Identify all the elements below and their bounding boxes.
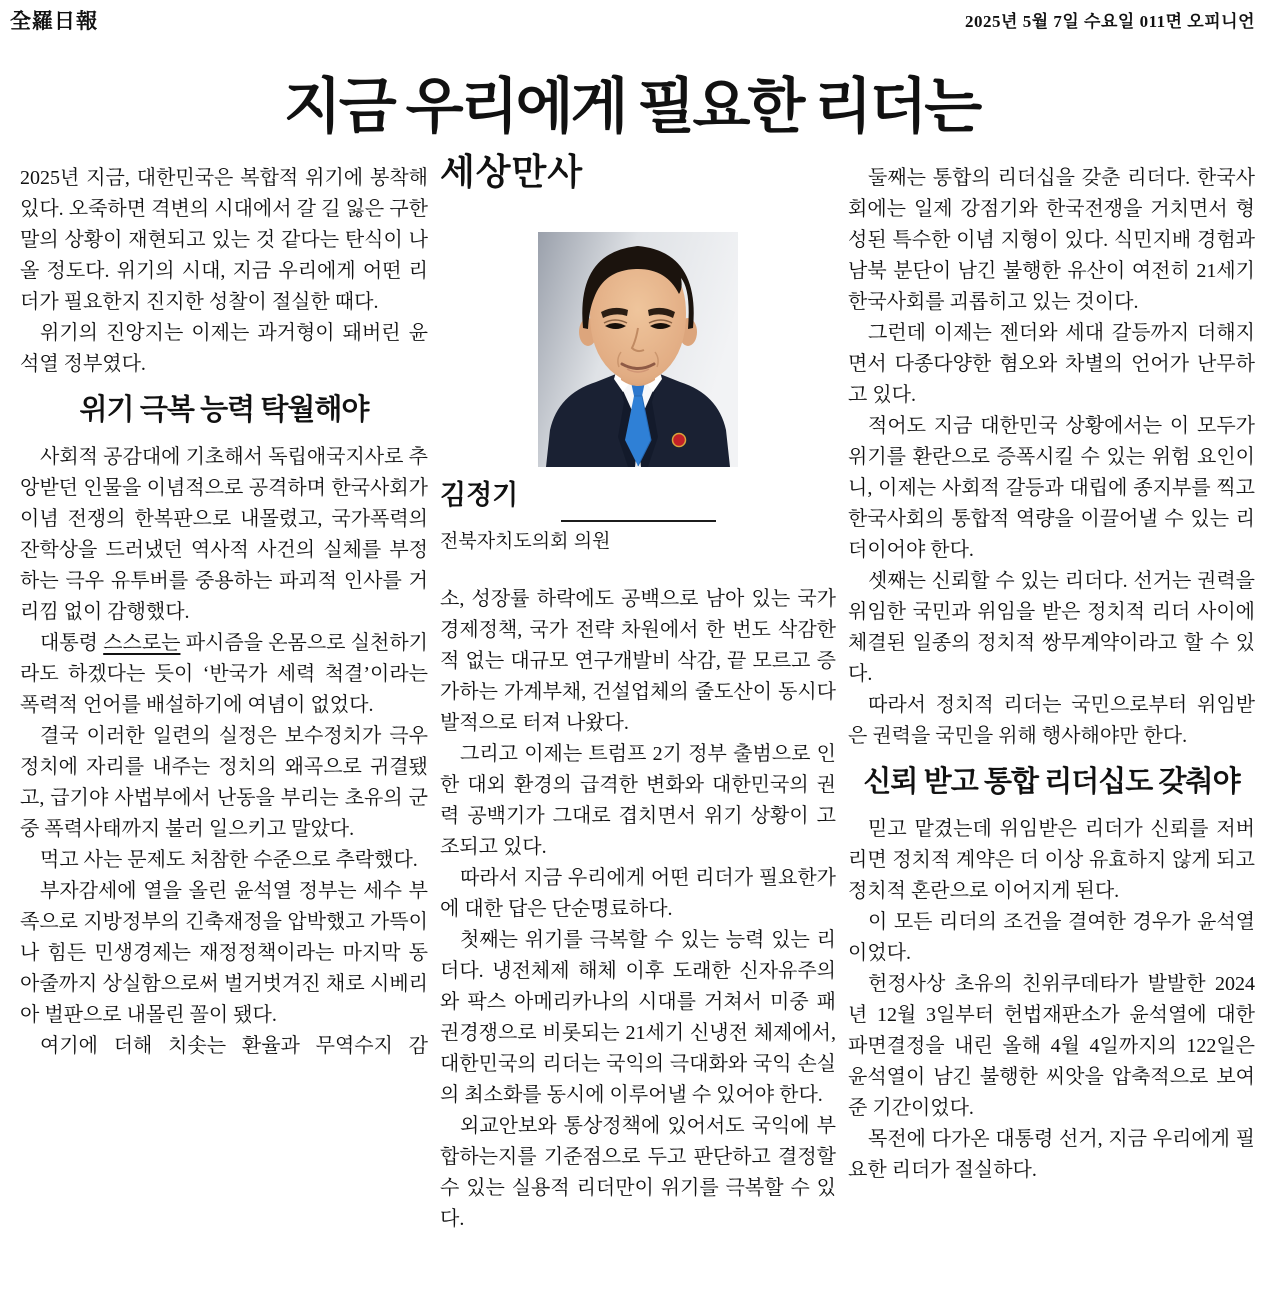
author-divider bbox=[561, 520, 716, 522]
paragraph-text: 파시즘을 온몸으로 실천하기라도 하겠다는 듯이 ‘반국가 세력 척결’이라는 폭력적 언어를 배설하기에 여념이 없었다. bbox=[20, 632, 428, 716]
paragraph bbox=[20, 628, 428, 721]
paragraph: 먹고 사는 문제도 처참한 수준으로 추락했다. bbox=[40, 849, 418, 871]
paragraph: 위기의 진앙지는 이제는 과거형이 돼버린 윤석열 정부였다. bbox=[20, 322, 428, 375]
paragraph: 그런데 이제는 젠더와 세대 갈등까지 더해지면서 다종다양한 혐오와 차별의 언어가 난무하고 있다. bbox=[848, 322, 1255, 406]
paragraph: 이 모든 리더의 조건을 결여한 경우가 윤석열이었다. bbox=[848, 911, 1255, 964]
author-name: 김정기 bbox=[440, 480, 519, 510]
author-box bbox=[440, 152, 836, 554]
paragraph: 둘째는 통합의 리더십을 갖춘 리더다. 한국사회에는 일제 강점기와 한국전쟁을 거치면서 형성된 특수한 이념 지형이 있다. 식민지배 경험과 남북 분단이 남긴 불행한 유산이 여전히 21세기 한국사회를 괴롭히고 있는 것이다. bbox=[848, 167, 1255, 313]
paragraph: 그리고 이제는 트럼프 2기 정부 출범으로 인한 대외 환경의 급격한 변화와 대한민국의 권력 공백기가 그대로 겹치면서 위기 상황이 고조되고 있다. bbox=[440, 743, 836, 858]
paragraph: 결국 이러한 일련의 실정은 보수정치가 극우정치에 자리를 내주는 정치의 왜곡으로 귀결됐고, 급기야 사법부에서 난동을 부리는 초유의 군중 폭력사태까지 불러 일으키고 말았다. bbox=[20, 725, 428, 840]
paragraph: 첫째는 위기를 극복할 수 있는 능력 있는 리더다. 냉전체제 해체 이후 도래한 신자유주의와 팍스 아메리카나의 시대를 거쳐서 미중 패권경쟁으로 비롯되는 21세기 신냉전 체제에서, 대한민국의 리더는 국익의 극대화와 국익 손실의 최소화를 동시에 이루어낼 수 있어야 한다. bbox=[440, 929, 836, 1106]
article-column-right bbox=[848, 163, 1255, 1186]
paragraph: 사회적 공감대에 기초해서 독립애국지사로 추앙받던 인물을 이념적으로 공격하며 한국사회가 이념 전쟁의 한복판으로 내몰렸고, 국가폭력의 잔학상을 드러냈던 역사적 사건의 실체를 부정하는 극우 유투버를 중용하는 파괴적 인사를 거리낌 없이 감행했다. bbox=[20, 446, 428, 623]
paragraph: 부자감세에 열을 올린 윤석열 정부는 세수 부족으로 지방정부의 긴축재정을 압박했고 가뜩이나 힘든 민생경제는 재정정책이라는 마지막 동아줄까지 상실함으로써 벌거벗겨진 채로 시베리아 벌판으로 내몰린 꼴이 됐다. bbox=[20, 880, 428, 1026]
paragraph: 헌정사상 초유의 친위쿠데타가 발발한 2024년 12월 3일부터 헌법재판소가 윤석열에 대한 파면결정을 내린 올해 4월 4일까지의 122일은 윤석열이 남긴 불행한 씨앗을 압축적으로 보여준 기간이었다. bbox=[848, 973, 1255, 1119]
middle-column-body bbox=[440, 584, 836, 1235]
paragraph: 소, 성장률 하락에도 공백으로 남아 있는 국가경제정책, 국가 전략 차원에서 한 번도 삭감한 적 없는 대규모 연구개발비 삭감, 끝 모르고 증가하는 가계부채, 건설업체의 줄도산이 동시다발적으로 터져 나왔다. bbox=[440, 588, 836, 734]
article-column-left bbox=[20, 163, 428, 1062]
newspaper-masthead: 全羅日報 bbox=[10, 9, 98, 33]
paragraph: 2025년 지금, 대한민국은 복합적 위기에 봉착해 있다. 오죽하면 격변의 시대에서 갈 길 잃은 구한말의 상황이 재현되고 있는 것 같다는 탄식이 나올 정도다. 위기의 시대, 지금 우리에게 어떤 리더가 필요한지 진지한 성찰이 절실한 때다. bbox=[20, 167, 428, 313]
lapel-badge-icon bbox=[673, 434, 686, 447]
paragraph: 따라서 정치적 리더는 국민으로부터 위임받은 권력을 국민을 위해 행사해야만 한다. bbox=[848, 694, 1255, 747]
section-subheading: 신뢰 받고 통합 리더십도 갖춰야 bbox=[863, 766, 1240, 798]
author-title: 전북자치도의회 의원 bbox=[440, 531, 611, 552]
paragraph-text: 대통령 bbox=[40, 632, 104, 654]
edition-dateline: 2025년 5월 7일 수요일 011면 오피니언 bbox=[965, 12, 1255, 31]
column-series-title: 세상만사 bbox=[440, 151, 584, 192]
underlined-phrase: 스스로는 bbox=[103, 632, 181, 654]
section-subheading: 위기 극복 능력 탁월해야 bbox=[79, 394, 369, 426]
paragraph: 외교안보와 통상정책에 있어서도 국익에 부합하는지를 기준점으로 두고 판단하고 결정할 수 있는 실용적 리더만이 위기를 극복할 수 있다. bbox=[440, 1115, 836, 1230]
article-column-middle bbox=[440, 152, 836, 1235]
paragraph: 적어도 지금 대한민국 상황에서는 이 모두가 위기를 환란으로 증폭시킬 수 있는 위험 요인이니, 이제는 사회적 갈등과 대립에 종지부를 찍고 한국사회의 통합적 역량을 이끌어낼 수 있는 리더이어야 한다. bbox=[848, 415, 1255, 561]
paragraph: 목전에 다가온 대통령 선거, 지금 우리에게 필요한 리더가 절실하다. bbox=[848, 1128, 1255, 1181]
paragraph: 셋째는 신뢰할 수 있는 리더다. 선거는 권력을 위임한 국민과 위임을 받은 정치적 리더 사이에 체결된 일종의 정치적 쌍무계약이라고 할 수 있다. bbox=[848, 570, 1255, 685]
paragraph: 따라서 지금 우리에게 어떤 리더가 필요한가에 대한 답은 단순명료하다. bbox=[440, 867, 836, 920]
article-headline: 지금 우리에게 필요한 리더는 bbox=[283, 74, 980, 141]
paragraph: 여기에 더해 치솟는 환율과 무역수지 감 bbox=[40, 1035, 428, 1057]
paragraph: 믿고 맡겼는데 위임받은 리더가 신뢰를 저버리면 정치적 계약은 더 이상 유효하지 않게 되고 정치적 혼란으로 이어지게 된다. bbox=[848, 818, 1255, 902]
portrait-photo bbox=[538, 232, 738, 467]
